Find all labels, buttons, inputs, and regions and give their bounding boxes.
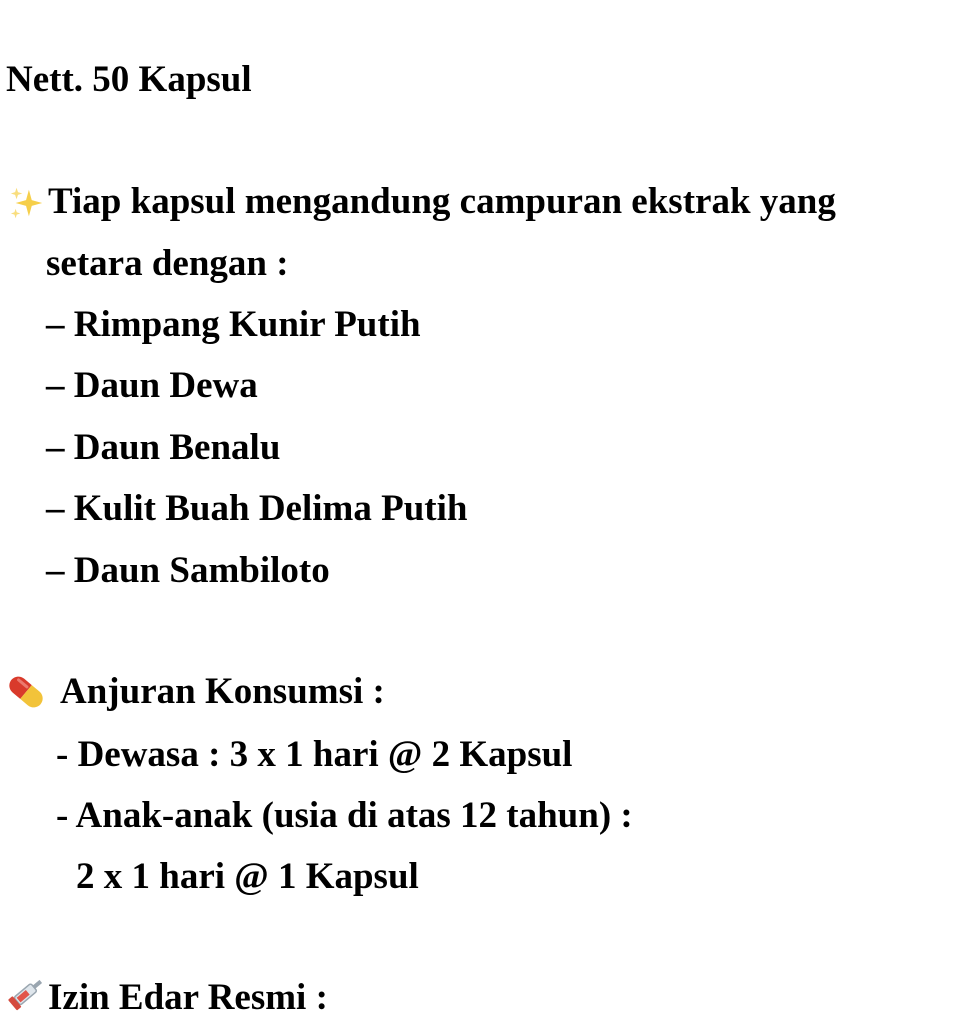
ingredient-item: – Daun Benalu <box>46 427 281 468</box>
ingredient-item: – Rimpang Kunir Putih <box>46 304 421 345</box>
net-content: Nett. 50 Kapsul <box>6 59 252 100</box>
usage-title: Anjuran Konsumsi : <box>60 671 385 712</box>
ingredient-item: – Daun Sambiloto <box>46 550 330 591</box>
license-title: Izin Edar Resmi : <box>48 977 328 1018</box>
usage-adult: - Dewasa : 3 x 1 hari @ 2 Kapsul <box>56 734 573 775</box>
sparkles-icon <box>8 184 46 222</box>
usage-child-dose: 2 x 1 hari @ 1 Kapsul <box>76 856 419 897</box>
composition-intro-line2: setara dengan : <box>46 243 289 284</box>
usage-child: - Anak-anak (usia di atas 12 tahun) : <box>56 795 633 836</box>
composition-intro-line1: Tiap kapsul mengandung campuran ekstrak yang <box>48 181 836 222</box>
syringe-icon <box>6 972 48 1014</box>
ingredient-item: – Daun Dewa <box>46 365 258 406</box>
ingredient-item: – Kulit Buah Delima Putih <box>46 488 468 529</box>
pill-icon <box>6 672 46 712</box>
